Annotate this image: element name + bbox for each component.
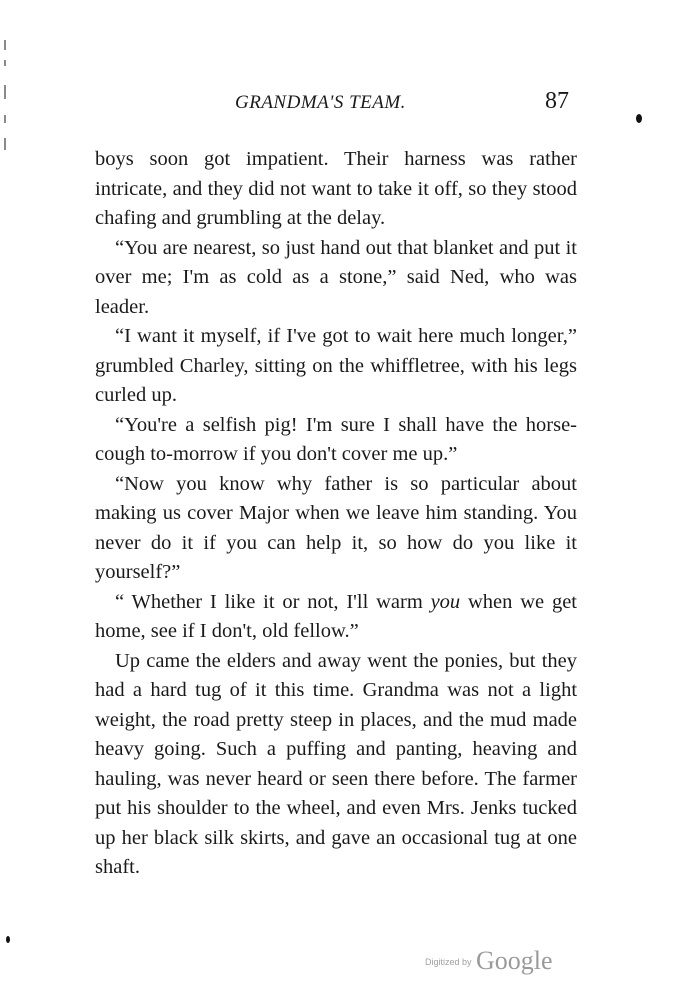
page-number: 87 [545,88,569,114]
text-line: Up came the elders and away went the ponies, but [115,649,536,672]
paragraph [95,322,577,411]
paragraph [95,234,577,323]
text-line: and put it over me; I'm as cold as a stone,” said [95,236,577,288]
margin-scan-marks [3,40,7,160]
ink-blot [6,936,10,943]
running-head [95,88,575,118]
text-line: “You are nearest, so just hand out that blanket [115,236,494,259]
text-line: You never do it if you can help it, so how do you [95,502,577,554]
text-line: silk skirts, and gave an occasional tug at one shaft. [95,826,578,878]
text-line: “Now you know why father is so particular about [115,472,577,495]
text-line: get home, see if I don't, old fellow.” [95,590,577,642]
paragraph [95,145,577,234]
paragraph [95,470,577,588]
text-line: making us cover Major when we leave him standing. [95,502,539,524]
digitized-watermark [425,946,553,976]
text-line: they had a hard tug of it this time. Grandma was [95,649,577,701]
text-line: horse-cough to-morrow if you don't cover me up.” [95,413,577,465]
text-line-part: when we [460,590,545,613]
paragraph [95,588,577,647]
text-line: longer,” grumbled Charley, sitting on the whiffletree, [95,325,578,377]
text-line: with his legs curled up. [95,354,577,406]
text-line: not a light weight, the road pretty steep in places, [95,679,578,731]
body-text [95,145,577,883]
paragraph [95,411,577,470]
text-line: panting, heaving and hauling, was never heard or [95,738,577,790]
text-line-part: “ Whether I like it or not, I'll warm [115,590,431,613]
text-line: intricate, and they did not want to take it off, so [95,177,487,200]
watermark-prefix: Digitized by [425,957,472,967]
text-line: “You're a selfish pig! I'm sure I shall have the [115,413,518,436]
text-line: Ned, who was leader. [95,266,578,318]
paragraph [95,647,577,883]
text-line: they stood chafing and grumbling at the delay. [95,177,577,229]
text-line: like it yourself?” [95,531,577,583]
text-line: “I want it myself, if I've got to wait here much [115,325,506,347]
text-line: seen there before. The farmer put his shoulder to [95,767,578,819]
text-line: the wheel, and even Mrs. Jenks tucked up her black [95,797,577,849]
text-line: boys soon got impatient. Their harness was rather [95,148,577,170]
emphasized-word: you [430,590,461,613]
ink-blot [636,114,642,123]
running-title: GRANDMA'S TEAM. [235,92,406,113]
google-logo: Google [475,946,553,975]
text-line: and the mud made heavy going. Such a puffing and [95,708,578,760]
